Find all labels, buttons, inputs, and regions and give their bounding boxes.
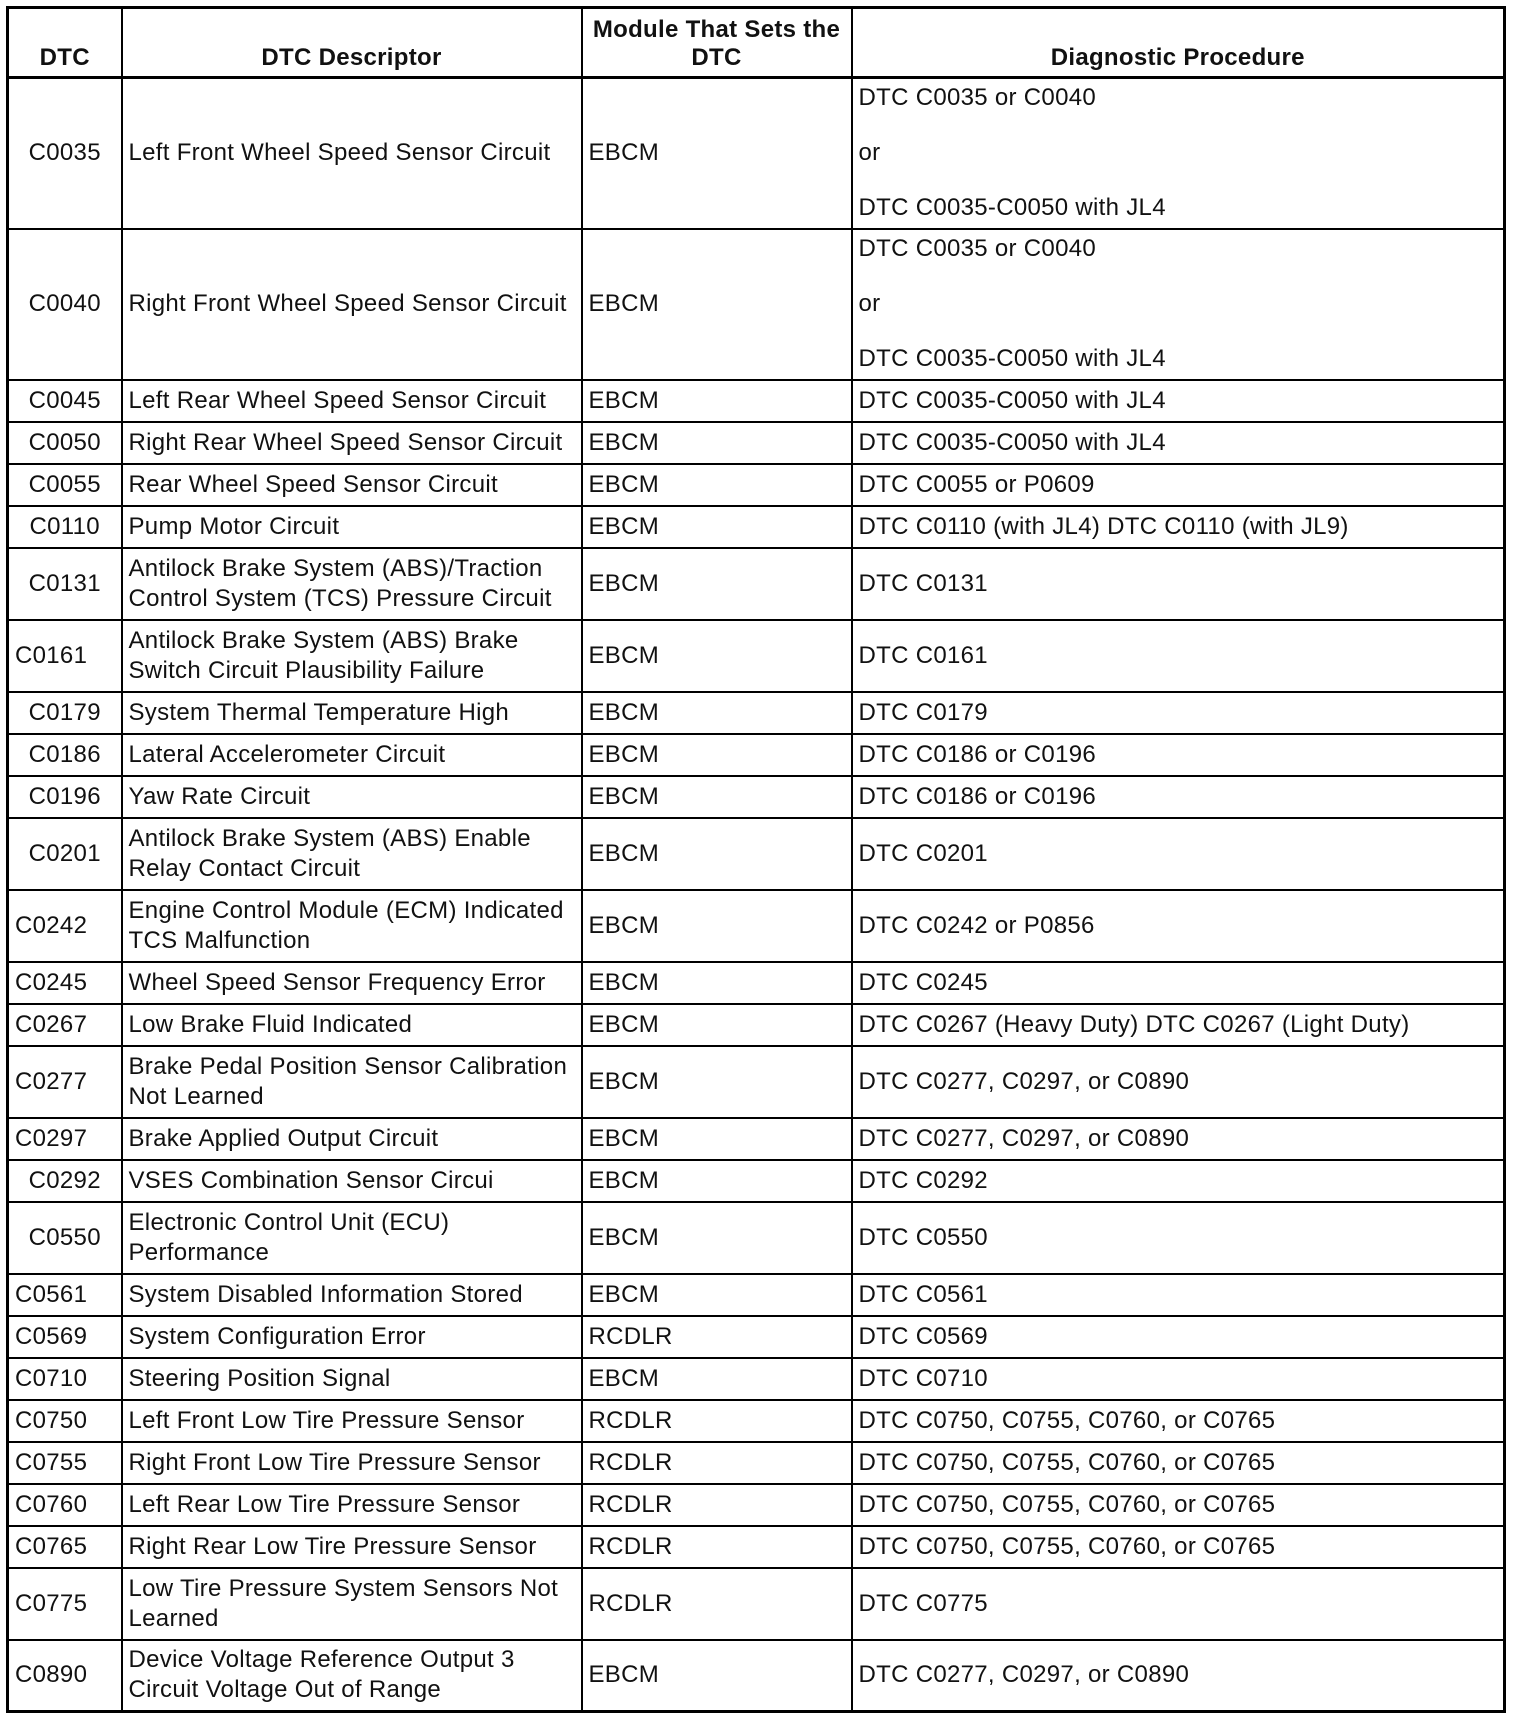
table-row — [8, 422, 1505, 464]
table-row — [8, 1004, 1505, 1046]
cell-procedure — [852, 506, 1505, 548]
cell-descriptor: Antilock Brake System (ABS) Enable Relay Contact Circuit — [122, 818, 582, 890]
table-row — [8, 1316, 1505, 1358]
procedure-line: DTC C0750, C0755, C0760, or C0765 — [858, 1406, 1276, 1434]
table-row — [8, 1118, 1505, 1160]
table-header — [8, 8, 1505, 78]
cell-dtc: C0245 — [8, 962, 122, 1004]
cell-module: EBCM — [582, 1046, 852, 1118]
table-row — [8, 78, 1505, 229]
cell-module: EBCM — [582, 1118, 852, 1160]
procedure-line: DTC C0569 — [858, 1322, 988, 1350]
procedure-line: DTC C0161 — [858, 641, 988, 669]
table-row — [8, 1202, 1505, 1274]
table-row — [8, 1640, 1505, 1712]
cell-descriptor: System Configuration Error — [122, 1316, 582, 1358]
procedure-line: DTC C0035-C0050 with JL4 — [858, 345, 1166, 372]
header-procedure: Diagnostic Procedure — [852, 8, 1505, 78]
cell-dtc: C0242 — [8, 890, 122, 962]
table-row — [8, 620, 1505, 692]
cell-module: EBCM — [582, 890, 852, 962]
cell-procedure — [852, 464, 1505, 506]
procedure-line: DTC C0775 — [858, 1589, 988, 1617]
cell-procedure — [852, 962, 1505, 1004]
cell-module: EBCM — [582, 229, 852, 380]
cell-procedure — [852, 1484, 1505, 1526]
cell-dtc: C0760 — [8, 1484, 122, 1526]
table-row — [8, 1046, 1505, 1118]
cell-dtc: C0277 — [8, 1046, 122, 1118]
cell-dtc: C0110 — [8, 506, 122, 548]
cell-dtc: C0569 — [8, 1316, 122, 1358]
cell-procedure — [852, 1118, 1505, 1160]
cell-dtc: C0201 — [8, 818, 122, 890]
cell-dtc: C0055 — [8, 464, 122, 506]
cell-descriptor: Lateral Accelerometer Circuit — [122, 734, 582, 776]
cell-descriptor: System Disabled Information Stored — [122, 1274, 582, 1316]
cell-descriptor: Brake Pedal Position Sensor Calibration Not Learned — [122, 1046, 582, 1118]
table-row — [8, 890, 1505, 962]
header-descriptor: DTC Descriptor — [122, 8, 582, 78]
procedure-line: DTC C0035-C0050 with JL4 — [858, 194, 1166, 222]
procedure-line: or — [858, 139, 881, 167]
procedure-line: DTC C0055 or P0609 — [858, 470, 1095, 498]
cell-dtc: C0045 — [8, 380, 122, 422]
cell-module: EBCM — [582, 692, 852, 734]
cell-descriptor: System Thermal Temperature High — [122, 692, 582, 734]
cell-dtc: C0179 — [8, 692, 122, 734]
cell-procedure — [852, 1046, 1505, 1118]
procedure-line: DTC C0750, C0755, C0760, or C0765 — [858, 1448, 1276, 1476]
table-row — [8, 1358, 1505, 1400]
cell-descriptor: Right Rear Wheel Speed Sensor Circuit — [122, 422, 582, 464]
procedure-line: DTC C0277, C0297, or C0890 — [858, 1067, 1190, 1095]
cell-dtc: C0196 — [8, 776, 122, 818]
cell-dtc: C0035 — [8, 78, 122, 229]
dtc-table — [6, 6, 1506, 1713]
header-dtc: DTC — [8, 8, 122, 78]
cell-descriptor: Pump Motor Circuit — [122, 506, 582, 548]
cell-module: RCDLR — [582, 1526, 852, 1568]
cell-module: EBCM — [582, 1274, 852, 1316]
procedure-line: DTC C0131 — [858, 569, 988, 597]
table-row — [8, 818, 1505, 890]
cell-module: RCDLR — [582, 1316, 852, 1358]
cell-dtc: C0297 — [8, 1118, 122, 1160]
table-row — [8, 1160, 1505, 1202]
cell-module: EBCM — [582, 78, 852, 229]
procedure-line: DTC C0550 — [858, 1223, 988, 1251]
cell-descriptor: Rear Wheel Speed Sensor Circuit — [122, 464, 582, 506]
procedure-line: DTC C0561 — [858, 1280, 988, 1308]
table-row — [8, 1274, 1505, 1316]
cell-procedure — [852, 818, 1505, 890]
procedure-line: DTC C0110 (with JL4) DTC C0110 (with JL9) — [858, 512, 1349, 540]
table-row — [8, 734, 1505, 776]
cell-procedure — [852, 229, 1505, 380]
cell-module: RCDLR — [582, 1484, 852, 1526]
procedure-line: DTC C0186 or C0196 — [858, 740, 1097, 768]
cell-procedure — [852, 380, 1505, 422]
procedure-line: DTC C0750, C0755, C0760, or C0765 — [858, 1532, 1276, 1560]
procedure-line: DTC C0292 — [858, 1166, 988, 1194]
cell-module: EBCM — [582, 380, 852, 422]
cell-module: EBCM — [582, 548, 852, 620]
table-row — [8, 1526, 1505, 1568]
procedure-line: DTC C0201 — [858, 839, 988, 867]
procedure-line: DTC C0035-C0050 with JL4 — [858, 386, 1166, 414]
cell-dtc: C0161 — [8, 620, 122, 692]
cell-dtc: C0561 — [8, 1274, 122, 1316]
cell-procedure — [852, 890, 1505, 962]
cell-procedure — [852, 1400, 1505, 1442]
cell-module: EBCM — [582, 506, 852, 548]
cell-procedure — [852, 1004, 1505, 1046]
cell-procedure — [852, 734, 1505, 776]
cell-module: EBCM — [582, 620, 852, 692]
procedure-line: DTC C0035 or C0040 — [858, 84, 1097, 112]
cell-procedure — [852, 1640, 1505, 1712]
cell-dtc: C0755 — [8, 1442, 122, 1484]
cell-dtc: C0765 — [8, 1526, 122, 1568]
cell-procedure — [852, 692, 1505, 734]
cell-procedure — [852, 1202, 1505, 1274]
cell-descriptor: Low Brake Fluid Indicated — [122, 1004, 582, 1046]
cell-dtc: C0775 — [8, 1568, 122, 1640]
table-row — [8, 464, 1505, 506]
cell-module: RCDLR — [582, 1442, 852, 1484]
cell-descriptor: Yaw Rate Circuit — [122, 776, 582, 818]
table-row — [8, 380, 1505, 422]
cell-descriptor: Right Front Wheel Speed Sensor Circuit — [122, 229, 582, 380]
cell-procedure — [852, 548, 1505, 620]
procedure-line: DTC C0242 or P0856 — [858, 911, 1095, 939]
cell-descriptor: Engine Control Module (ECM) Indicated TCS Malfunction — [122, 890, 582, 962]
cell-dtc: C0550 — [8, 1202, 122, 1274]
procedure-line: DTC C0267 (Heavy Duty) DTC C0267 (Light Duty) — [858, 1010, 1410, 1038]
cell-procedure — [852, 1160, 1505, 1202]
procedure-line: DTC C0277, C0297, or C0890 — [858, 1661, 1190, 1689]
cell-module: EBCM — [582, 818, 852, 890]
header-module: Module That Sets the DTC — [582, 8, 852, 78]
table-row — [8, 962, 1505, 1004]
cell-procedure — [852, 776, 1505, 818]
table-row — [8, 1484, 1505, 1526]
cell-descriptor: Left Front Wheel Speed Sensor Circuit — [122, 78, 582, 229]
procedure-line: DTC C0186 or C0196 — [858, 782, 1097, 810]
cell-descriptor: Antilock Brake System (ABS) Brake Switch Circuit Plausibility Failure — [122, 620, 582, 692]
cell-procedure — [852, 422, 1505, 464]
table-row — [8, 1400, 1505, 1442]
procedure-line: DTC C0035-C0050 with JL4 — [858, 428, 1166, 456]
cell-dtc: C0040 — [8, 229, 122, 380]
cell-procedure — [852, 78, 1505, 229]
cell-descriptor: Left Rear Wheel Speed Sensor Circuit — [122, 380, 582, 422]
cell-descriptor: Right Rear Low Tire Pressure Sensor — [122, 1526, 582, 1568]
cell-module: RCDLR — [582, 1400, 852, 1442]
cell-procedure — [852, 1316, 1505, 1358]
cell-module: EBCM — [582, 464, 852, 506]
procedure-line: or — [858, 290, 881, 317]
cell-module: EBCM — [582, 1202, 852, 1274]
cell-descriptor: VSES Combination Sensor Circui — [122, 1160, 582, 1202]
table-row — [8, 548, 1505, 620]
cell-procedure — [852, 1526, 1505, 1568]
table-row — [8, 776, 1505, 818]
procedure-line: DTC C0035 or C0040 — [858, 235, 1097, 262]
cell-module: EBCM — [582, 422, 852, 464]
cell-descriptor: Brake Applied Output Circuit — [122, 1118, 582, 1160]
cell-dtc: C0750 — [8, 1400, 122, 1442]
procedure-line: DTC C0710 — [858, 1364, 988, 1392]
cell-dtc: C0890 — [8, 1640, 122, 1712]
cell-module: RCDLR — [582, 1568, 852, 1640]
cell-procedure — [852, 1442, 1505, 1484]
cell-descriptor: Device Voltage Reference Output 3 Circuit Voltage Out of Range — [122, 1640, 582, 1712]
cell-module: EBCM — [582, 1004, 852, 1046]
procedure-line: DTC C0750, C0755, C0760, or C0765 — [858, 1490, 1276, 1518]
cell-descriptor: Low Tire Pressure System Sensors Not Learned — [122, 1568, 582, 1640]
cell-dtc: C0292 — [8, 1160, 122, 1202]
table-row — [8, 1568, 1505, 1640]
table-body — [8, 78, 1505, 1712]
cell-dtc: C0267 — [8, 1004, 122, 1046]
cell-procedure — [852, 620, 1505, 692]
cell-module: EBCM — [582, 734, 852, 776]
header-row — [8, 8, 1505, 78]
cell-procedure — [852, 1274, 1505, 1316]
cell-module: EBCM — [582, 776, 852, 818]
table-row — [8, 229, 1505, 380]
table-row — [8, 506, 1505, 548]
procedure-line: DTC C0245 — [858, 968, 988, 996]
cell-module: EBCM — [582, 1160, 852, 1202]
table-row — [8, 692, 1505, 734]
cell-module: EBCM — [582, 1358, 852, 1400]
cell-procedure — [852, 1358, 1505, 1400]
cell-module: EBCM — [582, 1640, 852, 1712]
cell-descriptor: Left Rear Low Tire Pressure Sensor — [122, 1484, 582, 1526]
cell-dtc: C0050 — [8, 422, 122, 464]
table-row — [8, 1442, 1505, 1484]
cell-dtc: C0186 — [8, 734, 122, 776]
cell-descriptor: Right Front Low Tire Pressure Sensor — [122, 1442, 582, 1484]
procedure-line: DTC C0179 — [858, 698, 988, 726]
cell-descriptor: Left Front Low Tire Pressure Sensor — [122, 1400, 582, 1442]
cell-dtc: C0131 — [8, 548, 122, 620]
cell-descriptor: Antilock Brake System (ABS)/Traction Control System (TCS) Pressure Circuit — [122, 548, 582, 620]
cell-descriptor: Steering Position Signal — [122, 1358, 582, 1400]
cell-dtc: C0710 — [8, 1358, 122, 1400]
cell-procedure — [852, 1568, 1505, 1640]
cell-module: EBCM — [582, 962, 852, 1004]
cell-descriptor: Electronic Control Unit (ECU) Performance — [122, 1202, 582, 1274]
cell-descriptor: Wheel Speed Sensor Frequency Error — [122, 962, 582, 1004]
procedure-line: DTC C0277, C0297, or C0890 — [858, 1124, 1190, 1152]
